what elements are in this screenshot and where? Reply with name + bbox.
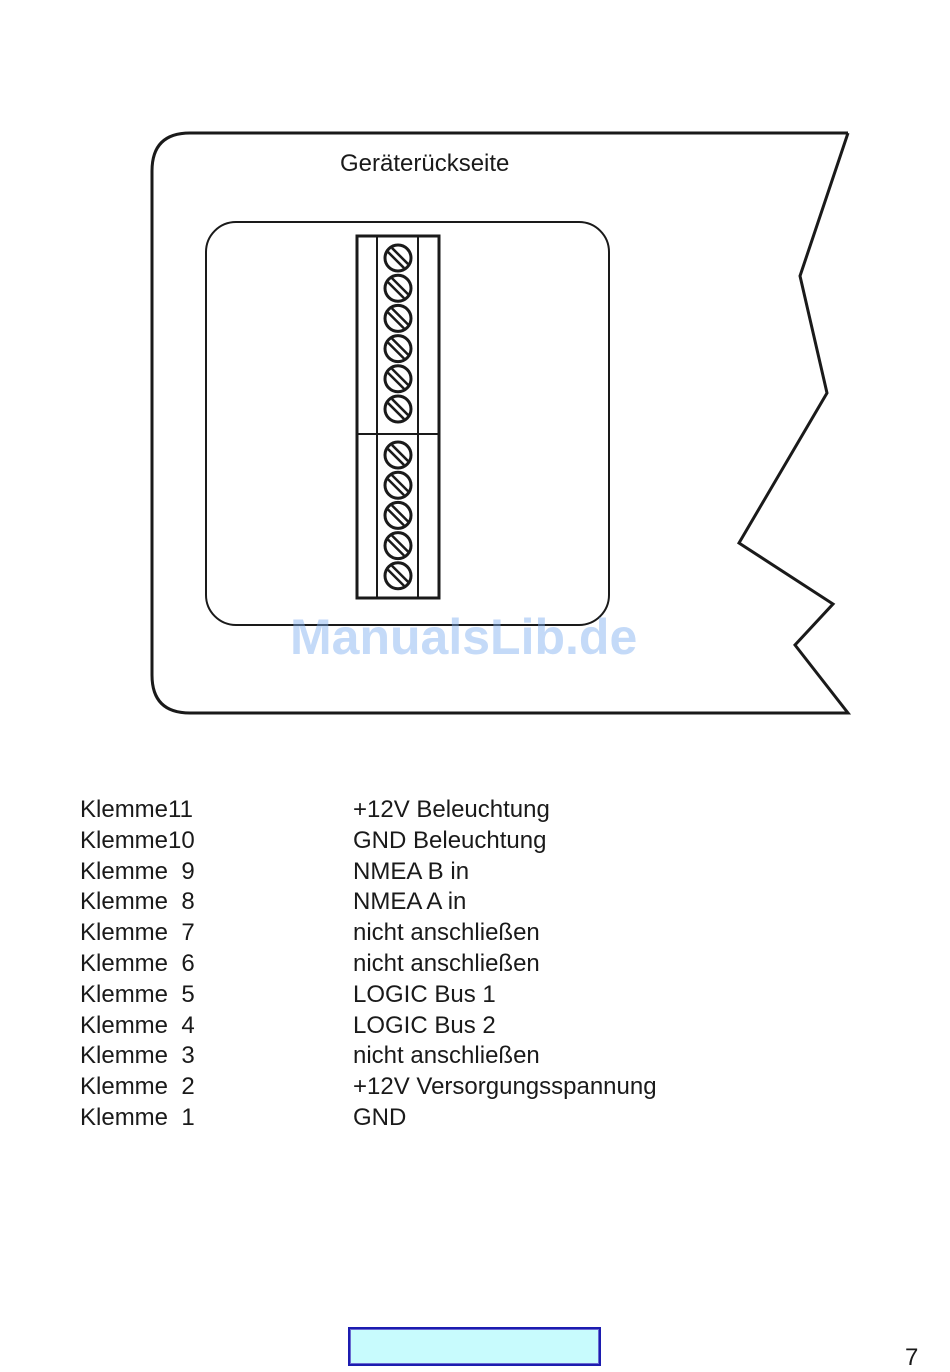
screw-slot xyxy=(388,252,404,268)
terminal-function: NMEA B in xyxy=(353,857,470,885)
terminal-function: +12V Beleuchtung xyxy=(353,796,550,823)
terminal-label: Klemme10 xyxy=(80,826,195,854)
screw-slot xyxy=(388,403,404,419)
terminal-screw-icon xyxy=(385,396,411,422)
terminal-screw-icon xyxy=(385,245,411,271)
screw-slot xyxy=(392,278,408,294)
screw-slot xyxy=(388,343,404,359)
terminal-screw-icon xyxy=(385,502,411,528)
terminal-label: Klemme 5 xyxy=(80,980,195,1008)
screw-slot xyxy=(392,369,408,385)
screw-slot xyxy=(388,449,404,465)
screw-slot xyxy=(388,282,404,298)
screw-slot xyxy=(392,248,408,264)
screw-slot xyxy=(392,308,408,324)
terminal-block xyxy=(357,236,439,598)
terminal-function: GND xyxy=(353,1103,407,1131)
terminal-label: Klemme11 xyxy=(80,796,193,823)
terminal-label: Klemme 3 xyxy=(80,1042,195,1070)
screw-slot xyxy=(392,505,408,521)
terminal-function: +12V Versorgungsspannung xyxy=(353,1073,657,1101)
screw-slot xyxy=(388,479,404,495)
watermark: ManualsLib.de xyxy=(290,609,638,665)
screw-slot xyxy=(388,570,404,586)
screw-slot xyxy=(388,373,404,389)
terminal-function: LOGIC Bus 2 xyxy=(353,1011,496,1039)
terminal-screw-icon xyxy=(385,563,411,589)
terminal-screw-icon xyxy=(385,275,411,301)
screw-slot xyxy=(388,540,404,556)
terminal-label: Klemme 8 xyxy=(80,888,195,916)
screw-slot xyxy=(392,339,408,355)
diagram-title: Geräterückseite xyxy=(340,150,510,177)
terminal-function: nicht anschließen xyxy=(353,1042,540,1070)
page-number: 7 xyxy=(905,1344,919,1371)
navigation-box[interactable] xyxy=(348,1327,601,1366)
terminal-label: Klemme 1 xyxy=(80,1103,195,1131)
terminal-label: Klemme 4 xyxy=(80,1011,195,1039)
terminal-block-frame xyxy=(357,236,439,598)
screw-slot xyxy=(392,566,408,582)
terminal-label: Klemme 2 xyxy=(80,1073,195,1101)
terminal-screw-icon xyxy=(385,366,411,392)
terminal-screw-icon xyxy=(385,336,411,362)
terminal-function: nicht anschließen xyxy=(353,919,540,947)
terminal-function: NMEA A in xyxy=(353,888,467,916)
terminal-function: GND Beleuchtung xyxy=(353,826,547,854)
terminal-label: Klemme 9 xyxy=(80,857,195,885)
terminal-screw-icon xyxy=(385,472,411,498)
terminal-label: Klemme 6 xyxy=(80,949,195,977)
terminal-screw-icon xyxy=(385,305,411,331)
screw-slot xyxy=(388,509,404,525)
terminal-function: LOGIC Bus 1 xyxy=(353,980,496,1008)
terminal-screw-icon xyxy=(385,442,411,468)
screw-slot xyxy=(392,399,408,415)
terminal-screw-icon xyxy=(385,533,411,559)
connector-recess xyxy=(206,222,609,625)
screw-slot xyxy=(392,445,408,461)
screw-slot xyxy=(392,475,408,491)
screw-slot xyxy=(392,536,408,552)
terminal-function: nicht anschließen xyxy=(353,949,540,977)
terminal-label: Klemme 7 xyxy=(80,919,195,947)
screw-slot xyxy=(388,312,404,328)
